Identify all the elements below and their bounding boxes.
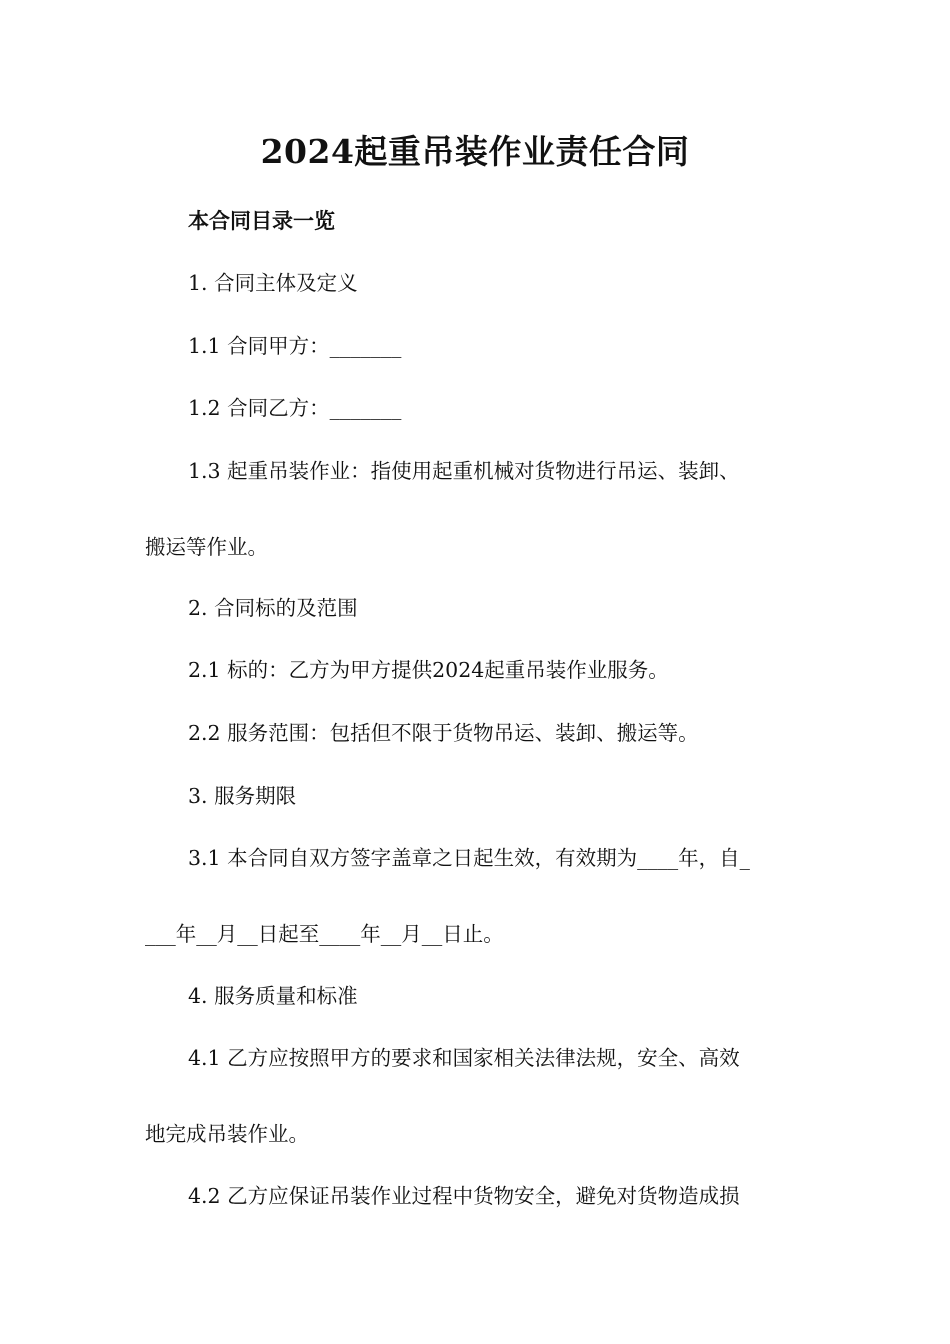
- clause-line: 2.2 服务范围：包括但不限于货物吊运、装卸、搬运等。: [188, 721, 699, 745]
- clause-continuation: 地完成吊装作业。: [145, 1122, 309, 1146]
- section-heading: 2. 合同标的及范围: [188, 596, 358, 620]
- clause-line: 1.1 合同甲方：_______: [188, 334, 402, 358]
- clause-line: 1.2 合同乙方：_______: [188, 396, 402, 420]
- clause-continuation: ___年__月__日起至____年__月__日止。: [145, 922, 504, 946]
- clause-line: 4.2 乙方应保证吊装作业过程中货物安全，避免对货物造成损: [188, 1184, 740, 1208]
- section-heading: 4. 服务质量和标准: [188, 984, 358, 1008]
- clause-line: 1.3 起重吊装作业：指使用起重机械对货物进行吊运、装卸、: [188, 459, 740, 483]
- toc-heading: 本合同目录一览: [188, 208, 335, 233]
- section-heading: 3. 服务期限: [188, 784, 297, 808]
- clause-line: 4.1 乙方应按照甲方的要求和国家相关法律法规，安全、高效: [188, 1046, 740, 1070]
- section-heading: 1. 合同主体及定义: [188, 271, 358, 295]
- clause-line: 3.1 本合同自双方签字盖章之日起生效，有效期为____年，自_: [188, 846, 750, 870]
- clause-line: 2.1 标的：乙方为甲方提供2024起重吊装作业服务。: [188, 658, 669, 682]
- clause-continuation: 搬运等作业。: [145, 535, 268, 559]
- document-title: 2024起重吊装作业责任合同: [260, 132, 690, 171]
